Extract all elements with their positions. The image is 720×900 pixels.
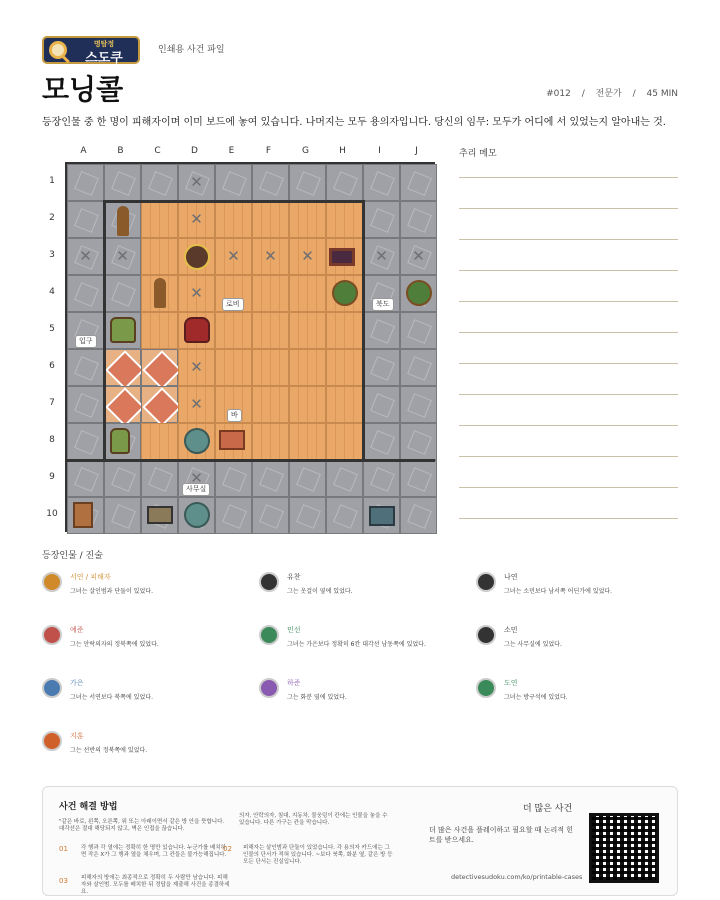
step-text: 피해자는 살인범과 단둘이 있었습니다. 각 용의자 카드에는 그 인물의 단서가 적혀 있습니다. ~보다 북쪽, 화분 옆, 같은 방 등 모든 단서는 진실입니다. <box>243 845 393 865</box>
board-cell[interactable] <box>104 386 141 423</box>
board-cell[interactable] <box>215 312 252 349</box>
note-line[interactable] <box>459 394 678 395</box>
statement-name: 서연 / 피해자 <box>70 573 111 581</box>
board-cell[interactable] <box>363 386 400 423</box>
column-header: H <box>339 146 346 156</box>
case-number: #012 <box>546 89 571 99</box>
board-cell[interactable] <box>141 460 178 497</box>
board-cell[interactable] <box>289 164 326 201</box>
column-header: C <box>154 146 161 156</box>
note-line[interactable] <box>459 301 678 302</box>
board-cell[interactable] <box>104 349 141 386</box>
board-cell[interactable] <box>215 164 252 201</box>
board-cell[interactable] <box>363 349 400 386</box>
board-cell[interactable] <box>67 460 104 497</box>
statement-card <box>259 678 469 706</box>
column-header: D <box>191 146 198 156</box>
note-line[interactable] <box>459 239 678 240</box>
board-cell[interactable] <box>141 423 178 460</box>
statement-text: 그는 안락의자의 정북쪽에 있었다. <box>70 641 159 648</box>
more-cases-link[interactable]: detectivesudoku.com/ko/printable-cases <box>451 873 583 881</box>
board-cell[interactable] <box>326 423 363 460</box>
elimination-mark[interactable]: ✕ <box>412 247 425 265</box>
board-cell[interactable] <box>326 201 363 238</box>
column-header: I <box>378 146 381 156</box>
room-label-office: 사무실 <box>182 483 210 496</box>
edition-label: 인쇄용 사건 파일 <box>158 45 225 55</box>
board-cell[interactable] <box>67 201 104 238</box>
statement-name: 하준 <box>287 679 301 687</box>
note-line[interactable] <box>459 425 678 426</box>
board-cell[interactable] <box>141 386 178 423</box>
board-cell[interactable] <box>252 497 289 534</box>
elimination-mark[interactable]: ✕ <box>190 469 203 487</box>
board-cell[interactable] <box>326 460 363 497</box>
potted-plant[interactable] <box>406 280 432 306</box>
notes-title: 추리 메모 <box>459 149 497 159</box>
row-header: 2 <box>49 213 55 223</box>
board-cell[interactable] <box>326 164 363 201</box>
board-cell[interactable] <box>67 386 104 423</box>
tv-furniture[interactable] <box>329 248 355 266</box>
intro-text: 등장인물 중 한 명이 피해자이며 이미 보드에 놓여 있습니다. 나머지는 모두 용의자입니다. 당신의 임무: 모두가 어디에 서 있었는지 알아내는 것. <box>42 117 666 128</box>
board-cell[interactable] <box>104 460 141 497</box>
room-label-bar: 바 <box>227 409 242 422</box>
more-cases-text: 더 많은 사건을 플레이하고 필요할 때 논리적 힌트를 받으세요. <box>429 826 574 844</box>
row-header: 4 <box>49 287 55 297</box>
elimination-mark[interactable]: ✕ <box>227 247 240 265</box>
board-cell[interactable] <box>252 386 289 423</box>
board-cell[interactable] <box>400 386 437 423</box>
note-line[interactable] <box>459 487 678 488</box>
round-table[interactable] <box>184 502 210 528</box>
floor-lamp[interactable] <box>154 278 166 308</box>
more-cases-title: 더 많은 사건 <box>523 804 573 814</box>
board-cell[interactable] <box>215 460 252 497</box>
teal-cabinet[interactable] <box>369 506 395 526</box>
step-number: 02 <box>223 845 232 853</box>
board-cell[interactable] <box>141 312 178 349</box>
board-cell[interactable] <box>104 164 141 201</box>
statement-name: 나연 <box>504 573 518 581</box>
note-line[interactable] <box>459 363 678 364</box>
room-label-lobby: 로비 <box>222 298 244 311</box>
board-cell[interactable] <box>141 349 178 386</box>
round-table[interactable] <box>184 428 210 454</box>
bar-counter[interactable] <box>219 430 245 450</box>
board-cell[interactable] <box>215 497 252 534</box>
game-board <box>65 162 435 532</box>
statement-text: 그는 선반의 정북쪽에 있었다. <box>70 747 148 754</box>
avatar <box>42 572 62 592</box>
page-title: 모닝콜 <box>42 73 124 106</box>
board-cell[interactable] <box>289 275 326 312</box>
brand-logo <box>42 36 140 64</box>
statement-card <box>42 625 252 653</box>
note-line[interactable] <box>459 456 678 457</box>
coat-rack[interactable] <box>117 206 129 236</box>
office-desk[interactable] <box>147 506 173 524</box>
howto-panel <box>42 786 678 896</box>
step-text: 피해자의 방에는 최종적으로 정확히 두 사람만 남습니다. 피해자와 살인범. 모두를 배치한 뒤 정답을 제출해 사건을 종결하세요. <box>81 875 230 895</box>
row-header: 9 <box>49 472 55 482</box>
note-line[interactable] <box>459 518 678 519</box>
board-cell[interactable] <box>252 423 289 460</box>
chair[interactable] <box>110 428 130 454</box>
column-header: A <box>80 146 87 156</box>
statement-card <box>259 625 469 653</box>
howto-title: 사건 해결 방법 <box>59 802 118 812</box>
row-header: 1 <box>49 176 55 186</box>
statement-card <box>42 572 252 600</box>
elimination-mark[interactable]: ✕ <box>375 247 388 265</box>
statement-card <box>476 625 686 653</box>
board-cell[interactable] <box>215 201 252 238</box>
avatar <box>476 678 496 698</box>
board-cell[interactable] <box>400 349 437 386</box>
statement-text: 그는 사무실에 있었다. <box>504 641 562 648</box>
board-cell[interactable] <box>289 312 326 349</box>
column-header: F <box>265 146 272 156</box>
column-header: G <box>302 146 309 156</box>
board-cell[interactable] <box>289 201 326 238</box>
case-meta <box>538 86 678 99</box>
logo-top-text: 명탐정 <box>93 40 115 48</box>
elimination-mark[interactable]: ✕ <box>190 210 203 228</box>
row-header: 5 <box>49 324 55 334</box>
board-cell[interactable] <box>215 349 252 386</box>
row-header: 6 <box>49 361 55 371</box>
row-header: 7 <box>49 398 55 408</box>
potted-plant[interactable] <box>332 280 358 306</box>
board-cell[interactable] <box>67 164 104 201</box>
board-cell[interactable] <box>67 275 104 312</box>
note-line[interactable] <box>459 177 678 178</box>
column-header: J <box>415 146 418 156</box>
statement-card <box>42 731 252 759</box>
board-cell[interactable] <box>252 164 289 201</box>
step-number: 01 <box>59 845 68 853</box>
note-line[interactable] <box>459 270 678 271</box>
board-cell[interactable] <box>363 201 400 238</box>
meta-separator: / <box>581 89 585 99</box>
difficulty-label: 전문가 <box>595 89 622 99</box>
note-line[interactable] <box>459 208 678 209</box>
armchair-red[interactable] <box>184 317 210 343</box>
board-cell[interactable] <box>104 497 141 534</box>
board-cell[interactable] <box>400 423 437 460</box>
board-cell[interactable] <box>252 349 289 386</box>
board-cell[interactable] <box>104 275 141 312</box>
board-cell[interactable] <box>289 460 326 497</box>
board-cell[interactable] <box>363 164 400 201</box>
board-cell[interactable] <box>400 201 437 238</box>
column-header: E <box>228 146 235 156</box>
logo-main-text: 스도쿠 <box>85 51 123 66</box>
room-label-entrance: 입구 <box>75 335 97 348</box>
board-cell[interactable] <box>289 386 326 423</box>
statement-name: 소민 <box>504 626 518 634</box>
row-header: 3 <box>49 250 55 260</box>
statement-name: 도연 <box>504 679 518 687</box>
board-cell[interactable] <box>252 312 289 349</box>
statement-text: 그녀는 방구석에 있었다. <box>504 694 568 701</box>
board-cell[interactable] <box>252 201 289 238</box>
elimination-mark[interactable]: ✕ <box>190 284 203 302</box>
board-cell[interactable] <box>141 238 178 275</box>
board-cell[interactable] <box>363 312 400 349</box>
board-cell[interactable] <box>400 497 437 534</box>
board-cell[interactable] <box>252 275 289 312</box>
statements-title: 등장인물 / 진술 <box>42 551 103 561</box>
statement-name: 가은 <box>70 679 84 687</box>
board-cell[interactable] <box>326 349 363 386</box>
avatar <box>259 625 279 645</box>
time-label: 45 MIN <box>646 89 678 99</box>
meta-separator: / <box>632 89 636 99</box>
elimination-mark[interactable]: ✕ <box>190 395 203 413</box>
qr-code[interactable] <box>589 813 659 883</box>
avatar <box>259 572 279 592</box>
board-cell[interactable] <box>289 349 326 386</box>
avatar <box>42 731 62 751</box>
wooden-chair[interactable] <box>73 502 93 528</box>
elimination-mark[interactable]: ✕ <box>79 247 92 265</box>
board-cell[interactable] <box>400 312 437 349</box>
avatar <box>259 678 279 698</box>
elimination-mark[interactable]: ✕ <box>116 247 129 265</box>
statement-name: 민선 <box>287 626 301 634</box>
board-cell[interactable] <box>363 423 400 460</box>
magnifier-icon <box>49 41 67 59</box>
board-cell[interactable] <box>141 164 178 201</box>
elimination-mark[interactable]: ✕ <box>190 173 203 191</box>
avatar <box>42 678 62 698</box>
howto-lead: "같은 바로, 왼쪽, 오른쪽, 위 또는 아래이면서 같은 방 안을 뜻합니다. 대각선은 절대 해당되지 않고, 벽은 인접을 끊습니다. <box>59 819 225 832</box>
statement-card <box>476 572 686 600</box>
board-cell[interactable] <box>289 423 326 460</box>
row-header: 10 <box>46 509 58 519</box>
board-cell[interactable] <box>252 460 289 497</box>
statement-text: 그는 화분 옆에 있었다. <box>287 694 347 701</box>
avatar <box>42 625 62 645</box>
statement-name: 예준 <box>70 626 84 634</box>
statement-text: 그녀는 소민보다 남서쪽 어딘가에 있었다. <box>504 588 613 595</box>
step-text: 각 행과 각 열에는 정확히 한 명만 있습니다. 누군가를 배치하면 작은 X가 그 행과 열을 채우며, 그 칸들은 불가능해집니다. <box>81 845 227 858</box>
victim-token[interactable] <box>184 244 210 270</box>
column-header: B <box>117 146 124 156</box>
row-header: 8 <box>49 435 55 445</box>
statement-name: 지훈 <box>70 732 84 740</box>
armchair-green[interactable] <box>110 317 136 343</box>
board-cell[interactable] <box>363 460 400 497</box>
board-cell[interactable] <box>141 201 178 238</box>
elimination-mark[interactable]: ✕ <box>264 247 277 265</box>
note-line[interactable] <box>459 332 678 333</box>
board-cell[interactable] <box>326 386 363 423</box>
avatar <box>476 625 496 645</box>
elimination-mark[interactable]: ✕ <box>301 247 314 265</box>
board-cell[interactable] <box>67 423 104 460</box>
room-label-north-hall: 북도 <box>372 298 394 311</box>
statement-text: 그녀는 서연보다 북쪽에 있었다. <box>70 694 153 701</box>
board-cell[interactable] <box>400 460 437 497</box>
elimination-mark[interactable]: ✕ <box>190 358 203 376</box>
statement-text: 그는 옷걸이 옆에 있었다. <box>287 588 353 595</box>
step-number: 03 <box>59 877 68 885</box>
board-cell[interactable] <box>67 349 104 386</box>
board-cell[interactable] <box>326 312 363 349</box>
howto-furniture-note: 의자, 안락의자, 침대, 지동차, 물웅덩이 칸에는 인물을 놓을 수 있습니다. 다른 가구는 칸을 막습니다. <box>239 813 388 826</box>
board-cell[interactable] <box>326 497 363 534</box>
statement-card <box>476 678 686 706</box>
board-cell[interactable] <box>289 497 326 534</box>
avatar <box>476 572 496 592</box>
statement-card <box>259 572 469 600</box>
statement-text: 그녀는 가은보다 정확히 6칸 대각선 남동쪽에 있었다. <box>287 641 426 648</box>
statement-name: 유찬 <box>287 573 301 581</box>
board-cell[interactable] <box>400 164 437 201</box>
statement-card <box>42 678 252 706</box>
statement-text: 그녀는 살인범과 단둘이 있었다. <box>70 588 153 595</box>
